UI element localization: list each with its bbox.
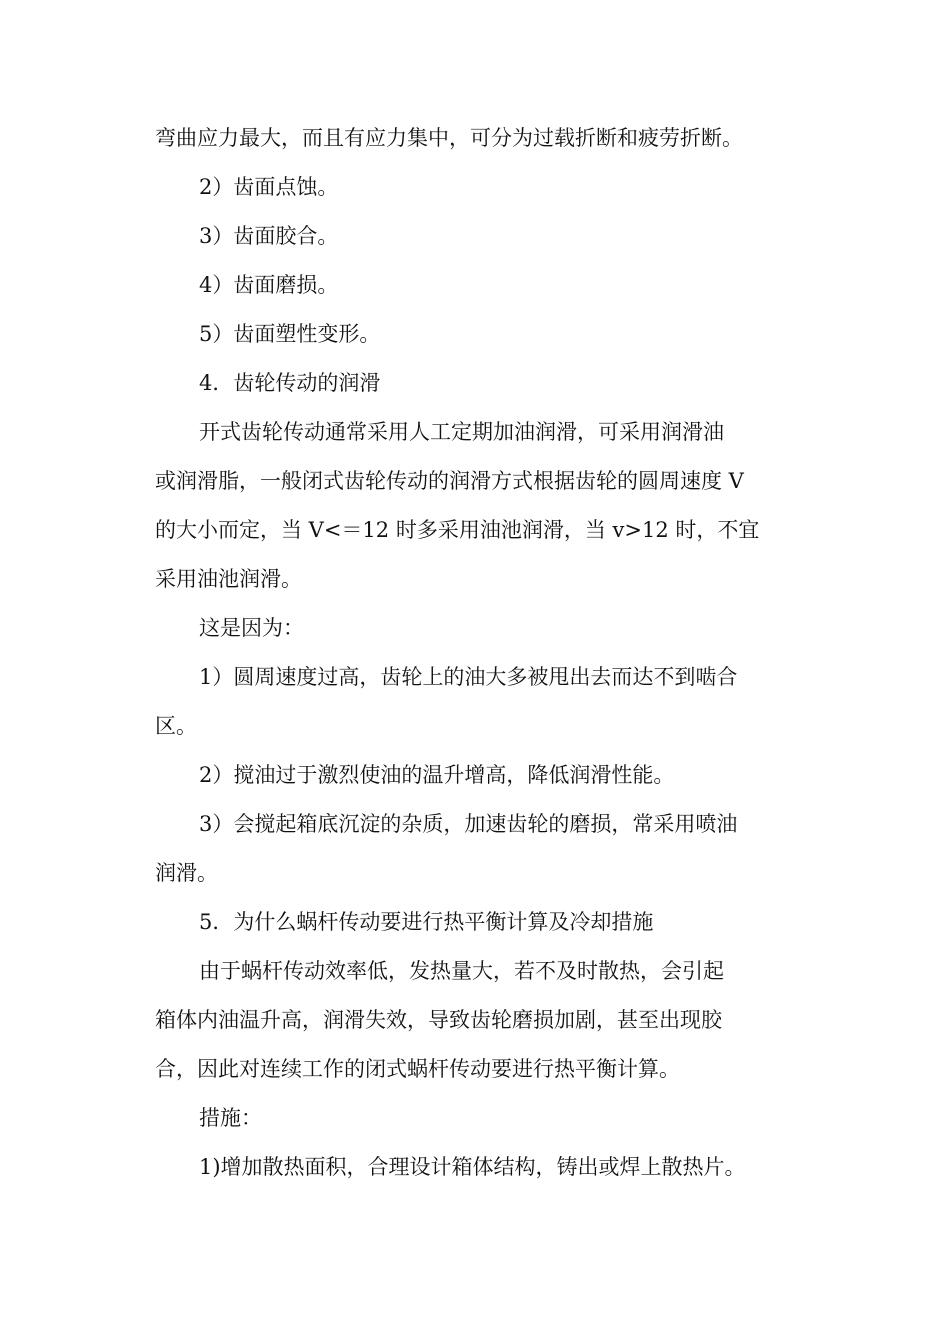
paragraph-line: 措施： [199,1106,262,1130]
list-item-continuation: 区。 [155,714,197,738]
section-heading-worm-heat-balance: 5．为什么蜗杆传动要进行热平衡计算及冷却措施 [199,910,654,934]
list-item-tooth-pitting: 2）齿面点蚀。 [199,175,339,199]
list-item: 1)增加散热面积，合理设计箱体结构，铸出或焊上散热片。 [199,1155,746,1179]
document-body [155,114,795,1192]
paragraph-line: 开式齿轮传动通常采用人工定期加油润滑，可采用润滑油 [199,420,724,444]
list-item: 1）圆周速度过高，齿轮上的油大多被甩出去而达不到啮合 [199,665,738,689]
paragraph-line: 或润滑脂，一般闭式齿轮传动的润滑方式根据齿轮的圆周速度 V [155,469,744,493]
list-item-tooth-scuffing: 3）齿面胶合。 [199,224,339,248]
paragraph-line: 采用油池润滑。 [155,567,302,591]
list-item-continuation: 润滑。 [155,861,218,885]
list-item: 3）会搅起箱底沉淀的杂质，加速齿轮的磨损，常采用喷油 [199,812,738,836]
text-line: 弯曲应力最大，而且有应力集中，可分为过载折断和疲劳折断。 [155,126,743,150]
paragraph-line: 合，因此对连续工作的闭式蜗杆传动要进行热平衡计算。 [155,1057,680,1081]
list-item-tooth-wear: 4）齿面磨损。 [199,273,339,297]
paragraph-line: 的大小而定，当 V<＝12 时多采用油池润滑，当 v>12 时，不宜 [155,518,760,542]
paragraph-line: 由于蜗杆传动效率低，发热量大，若不及时散热，会引起 [199,959,724,983]
paragraph-line: 箱体内油温升高，润滑失效，导致齿轮磨损加剧，甚至出现胶 [155,1008,722,1032]
list-item: 2）搅油过于激烈使油的温升增高，降低润滑性能。 [199,763,675,787]
section-heading-gear-lubrication: 4．齿轮传动的润滑 [199,371,381,395]
list-item-plastic-deformation: 5）齿面塑性变形。 [199,322,381,346]
paragraph-line: 这是因为： [199,616,304,640]
